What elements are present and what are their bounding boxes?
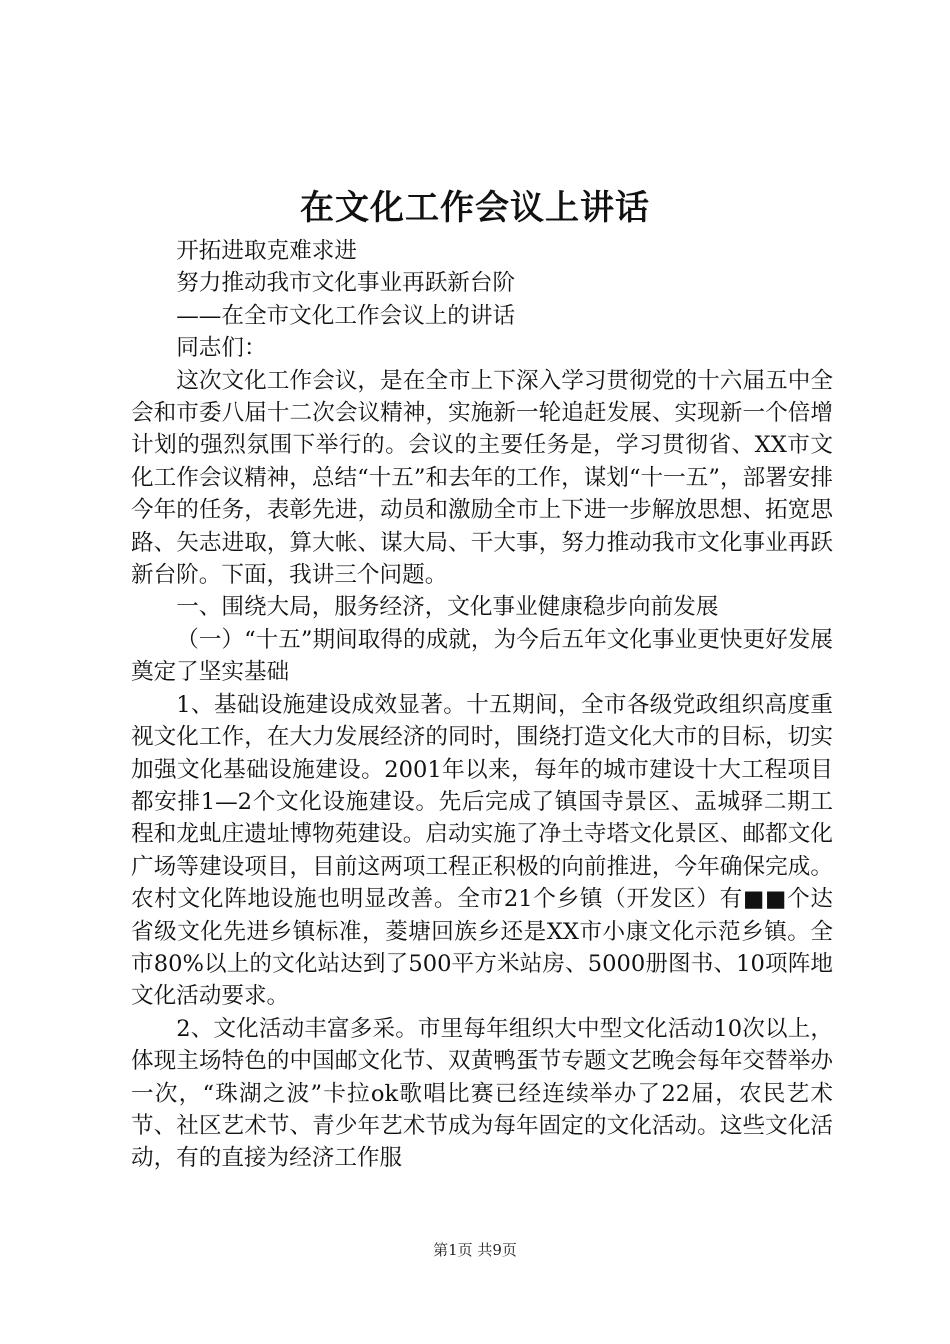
intro-paragraph: 这次文化工作会议，是在全市上下深入学习贯彻党的十六届五中全会和市委八届十二次会议精神，实施新一轮追赶发展、实现新一个倍增计划的强烈氛围下举行的。会议的主要任务是，学习贯彻省、XX市文化工作会议精神，总结“十五”和去年的工作，谋划“十一五”，部署安排今年的任务，表彰先进，动员和激励全市上下进一步解放思想、拓宽思路、矢志进取，算大帐、谋大局、干大事，努力推动我市文化事业再跃新台阶。下面，我讲三个问题。 <box>131 367 833 589</box>
subtitle-line-1: 开拓进取克难求进 <box>176 238 357 264</box>
subsection-heading-1: （一）“十五”期间取得的成就，为今后五年文化事业更快更好发展奠定了坚实基础 <box>131 626 833 686</box>
salutation: 同志们： <box>176 335 267 362</box>
document-body <box>131 235 833 1175</box>
page-number: 第1页 共9页 <box>433 1241 517 1259</box>
section-heading-1: 一、围绕大局，服务经济，文化事业健康稳步向前发展 <box>176 594 719 621</box>
paragraph-activities: 2、文化活动丰富多采。市里每年组织大中型文化活动10次以上，体现主场特色的中国邮文化节、双黄鸭蛋节专题文艺晚会每年交替举办一次，“珠湖之波”卡拉ok歌唱比赛已经连续举办了22届，农民艺术节、社区艺术节、青少年艺术节成为每年固定的文化活动。这些文化活动，有的直接为经济工作服 <box>131 1015 833 1172</box>
paragraph-infrastructure: 1、基础设施建设成效显著。十五期间，全市各级党政组织高度重视文化工作，在大力发展经济的同时，围绕打造文化大市的目标，切实加强文化基础设施建设。2001年以来，每年的城市建设十大工程项目都安排1—2个文化设施建设。先后完成了镇国寺景区、盂城驿二期工程和龙虬庄遗址博物苑建设。启动实施了净土寺塔文化景区、邮都文化广场等建设项目，目前这两项工程正积极的向前推进，今年确保完成。农村文化阵地设施也明显改善。全市21个乡镇（开发区）有■■个达省级文化先进乡镇标准，菱塘回族乡还是XX市小康文化示范乡镇。全市80%以上的文化站达到了500平方米站房、5000册图书、10项阵地文化活动要求。 <box>131 691 833 1010</box>
subtitle-line-2: 努力推动我市文化事业再跃新台阶 <box>176 270 516 297</box>
subtitle-line-3: ——在全市文化工作会议上的讲话 <box>176 302 516 329</box>
document-title: 在文化工作会议上讲话 <box>300 188 650 228</box>
